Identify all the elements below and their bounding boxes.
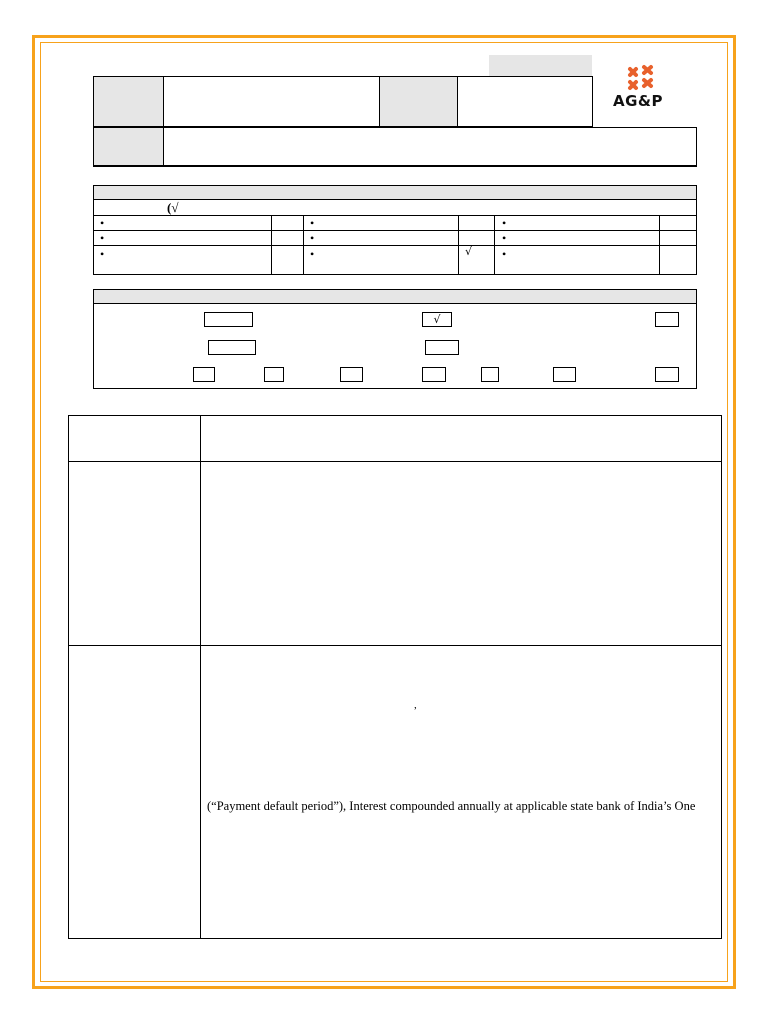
header-row-1 [93,76,593,127]
header-label-cell-2 [379,77,457,126]
option-checkbox[interactable] [264,367,284,382]
list-bullet: • [502,216,507,230]
list-bullet: • [310,231,315,245]
option-checkbox[interactable] [208,340,256,355]
header-value-cell-1 [163,77,379,126]
section-1-divider [94,215,696,216]
option-checkbox[interactable] [425,340,459,355]
terms-row-line-2 [69,645,721,646]
option-checkbox[interactable] [655,312,679,327]
header-value-cell-2 [457,77,592,126]
section-1-intro-mark: (√ [167,200,179,215]
list-bullet: • [502,231,507,245]
section-2-title-bar [94,290,696,304]
option-checkbox[interactable] [204,312,253,327]
terms-comma-mark: , [414,699,417,711]
check-mark: √ [465,245,473,258]
list-bullet: • [100,216,105,230]
option-checkbox[interactable] [422,367,446,382]
header-row-2 [93,127,697,167]
header-value-cell-3 [163,128,696,165]
section-1-col-line [303,215,304,274]
section-1-col-line [458,215,459,274]
list-bullet: • [100,247,105,261]
section-1-col-line [659,215,660,274]
option-checkbox-checked[interactable]: √ [422,312,452,327]
section-1-row-line-2 [94,245,696,246]
list-bullet: • [100,231,105,245]
list-bullet: • [502,247,507,261]
list-bullet: • [310,247,315,261]
section-1-col-line [494,215,495,274]
terms-row-line-1 [69,461,721,462]
company-logo [606,62,682,114]
section-1-table [93,185,697,275]
section-2-table [93,289,697,389]
section-1-title-bar [94,186,696,200]
section-1-col-line [271,215,272,274]
option-checkbox[interactable] [655,367,679,382]
payment-terms-text: (“Payment default period”), Interest compounded annually at applicable state bank of India’s One [207,799,696,813]
option-checkbox[interactable] [481,367,499,382]
option-checkbox[interactable] [193,367,215,382]
doc-number-box [489,55,592,76]
list-bullet: • [310,216,315,230]
option-checkbox[interactable] [340,367,363,382]
section-1-row-line-1 [94,230,696,231]
terms-label-column [200,416,201,938]
logo-text: AG&P [613,92,663,110]
header-label-cell-3 [94,128,163,165]
terms-table [68,415,722,939]
header-label-cell-1 [94,77,163,126]
option-checkbox[interactable] [553,367,576,382]
